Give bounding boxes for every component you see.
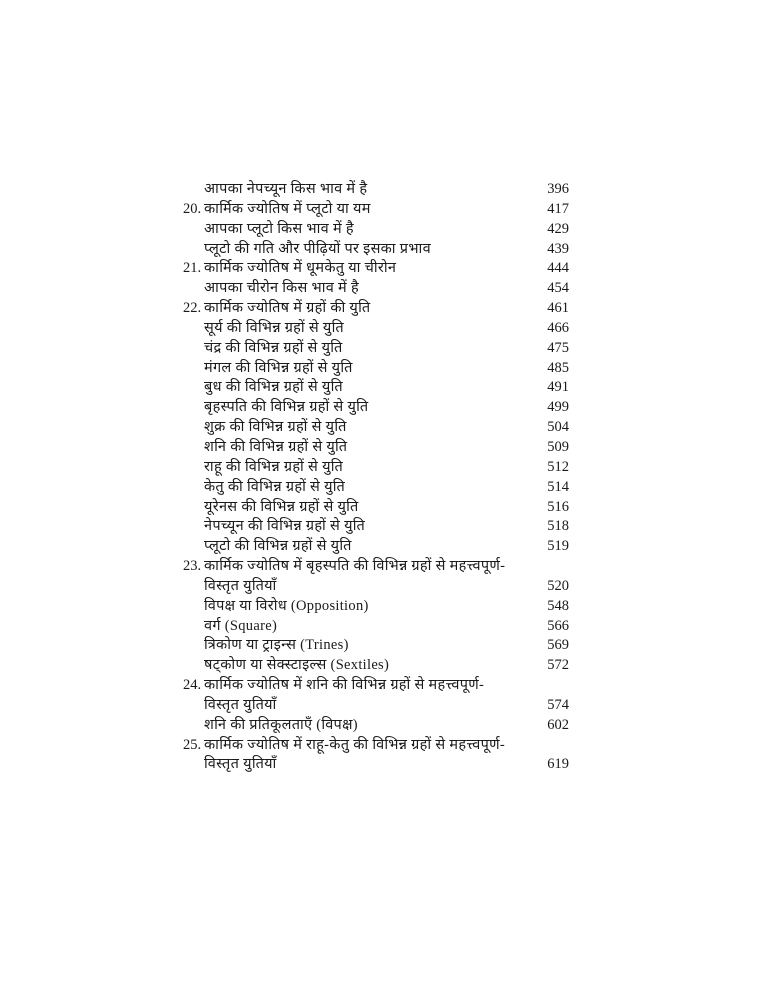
- entry-title: कार्मिक ज्योतिष में धूमकेतु या चीरोन: [204, 260, 397, 277]
- page-number: 396: [547, 181, 569, 197]
- page-number: 566: [547, 617, 569, 634]
- page-number: 417: [547, 200, 569, 217]
- chapter-number: 24.: [183, 677, 202, 694]
- toc-entry: [0, 180, 773, 200]
- toc-entry: [0, 676, 773, 696]
- toc-entry: [0, 359, 773, 379]
- entry-title: आपका प्लूटो किस भाव में है: [204, 220, 354, 237]
- chapter-number: 22.: [183, 300, 202, 317]
- page-number: 569: [547, 637, 569, 654]
- entry-title: शनि की प्रतिकूलताएँ (विपक्ष): [204, 716, 358, 733]
- toc-entry: [0, 339, 773, 359]
- toc-entry: [0, 696, 773, 716]
- page-number: 516: [547, 498, 569, 515]
- toc-entry: [0, 656, 773, 676]
- page-number: 466: [547, 319, 569, 336]
- page-number: 439: [547, 240, 569, 257]
- entry-title: वर्ग (Square): [204, 617, 278, 634]
- entry-title: यूरेनस की विभिन्न ग्रहों से युति: [204, 498, 359, 515]
- toc-entry: [0, 517, 773, 537]
- entry-title: कार्मिक ज्योतिष में ग्रहों की युति: [204, 300, 371, 317]
- page-number: 519: [547, 538, 569, 555]
- chapter-number: 21.: [183, 260, 202, 277]
- toc-entry: [0, 577, 773, 597]
- toc-entry: [0, 378, 773, 398]
- entry-title: त्रिकोण या ट्राइन्स (Trines): [204, 637, 349, 654]
- toc-entry: [0, 299, 773, 319]
- chapter-number: 20.: [183, 200, 202, 217]
- page-number: 444: [547, 260, 569, 277]
- toc-entry: [0, 220, 773, 240]
- chapter-number: 23.: [183, 558, 202, 575]
- page-number: 429: [547, 220, 569, 237]
- page-number: 454: [547, 280, 569, 297]
- page-number: 574: [547, 696, 569, 713]
- page-number: 504: [547, 419, 569, 436]
- entry-title: विपक्ष या विरोध (Opposition): [204, 597, 369, 614]
- chapter-number: 25.: [183, 736, 202, 753]
- page-number: 602: [547, 716, 569, 733]
- entry-title: कार्मिक ज्योतिष में राहू-केतु की विभिन्न ग्रहों से महत्त्वपूर्ण-: [204, 736, 506, 753]
- toc-entry: [0, 498, 773, 518]
- page-number: 520: [547, 577, 569, 594]
- entry-title: नेपच्यून की विभिन्न ग्रहों से युति: [204, 518, 366, 535]
- entry-title: मंगल की विभिन्न ग्रहों से युति: [204, 359, 353, 376]
- entry-title: आपका नेपच्यून किस भाव में है: [204, 181, 368, 197]
- entry-title: षट्कोण या सेक्स्टाइल्स (Sextiles): [204, 657, 390, 674]
- toc-entry: [0, 458, 773, 478]
- entry-title: विस्तृत युतियाँ: [204, 696, 277, 713]
- toc-entry: [0, 617, 773, 637]
- page-number: 518: [547, 518, 569, 535]
- toc-entry: [0, 716, 773, 736]
- toc-entry: [0, 755, 773, 775]
- page-number: 485: [547, 359, 569, 376]
- toc-entry: [0, 418, 773, 438]
- toc-entry: [0, 240, 773, 260]
- toc-entry: [0, 279, 773, 299]
- page-number: 475: [547, 339, 569, 356]
- toc-entry: [0, 597, 773, 617]
- entry-title: प्लूटो की गति और पीढ़ियों पर इसका प्रभाव: [204, 240, 431, 257]
- toc-entry: [0, 319, 773, 339]
- toc-entry: [0, 557, 773, 577]
- entry-title: विस्तृत युतियाँ: [204, 577, 277, 594]
- toc-entry: [0, 478, 773, 498]
- entry-title: राहू की विभिन्न ग्रहों से युति: [204, 458, 344, 475]
- page-number: 499: [547, 399, 569, 416]
- page-number: 548: [547, 597, 569, 614]
- entry-title: बृहस्पति की विभिन्न ग्रहों से युति: [204, 399, 369, 416]
- entry-title: कार्मिक ज्योतिष में बृहस्पति की विभिन्न ग्रहों से महत्त्वपूर्ण-: [204, 558, 506, 575]
- entry-title: चंद्र की विभिन्न ग्रहों से युति: [204, 339, 343, 356]
- entry-title: सूर्य की विभिन्न ग्रहों से युति: [204, 319, 344, 336]
- page-number: 509: [547, 438, 569, 455]
- entry-title: शुक्र की विभिन्न ग्रहों से युति: [204, 419, 347, 436]
- table-of-contents: [0, 180, 773, 775]
- entry-title: कार्मिक ज्योतिष में शनि की विभिन्न ग्रहों से महत्त्वपूर्ण-: [204, 677, 485, 694]
- entry-title: केतु की विभिन्न ग्रहों से युति: [204, 478, 346, 495]
- page-number: 512: [547, 458, 569, 475]
- entry-title: शनि की विभिन्न ग्रहों से युति: [204, 438, 348, 455]
- toc-entry: [0, 636, 773, 656]
- page-number: 491: [547, 379, 569, 396]
- entry-title: आपका चीरोन किस भाव में है: [204, 280, 359, 297]
- entry-title: कार्मिक ज्योतिष में प्लूटो या यम: [204, 200, 371, 217]
- page-number: 514: [547, 478, 569, 495]
- page-number: 461: [547, 300, 569, 317]
- toc-entry: [0, 537, 773, 557]
- toc-entry: [0, 200, 773, 220]
- entry-title: विस्तृत युतियाँ: [204, 756, 277, 773]
- page-number: 619: [547, 756, 569, 773]
- entry-title: बुध की विभिन्न ग्रहों से युति: [204, 379, 343, 396]
- toc-entry: [0, 438, 773, 458]
- entry-title: प्लूटो की विभिन्न ग्रहों से युति: [204, 538, 352, 555]
- toc-entry: [0, 398, 773, 418]
- toc-entry: [0, 259, 773, 279]
- toc-entry: [0, 736, 773, 756]
- page-number: 572: [547, 657, 569, 674]
